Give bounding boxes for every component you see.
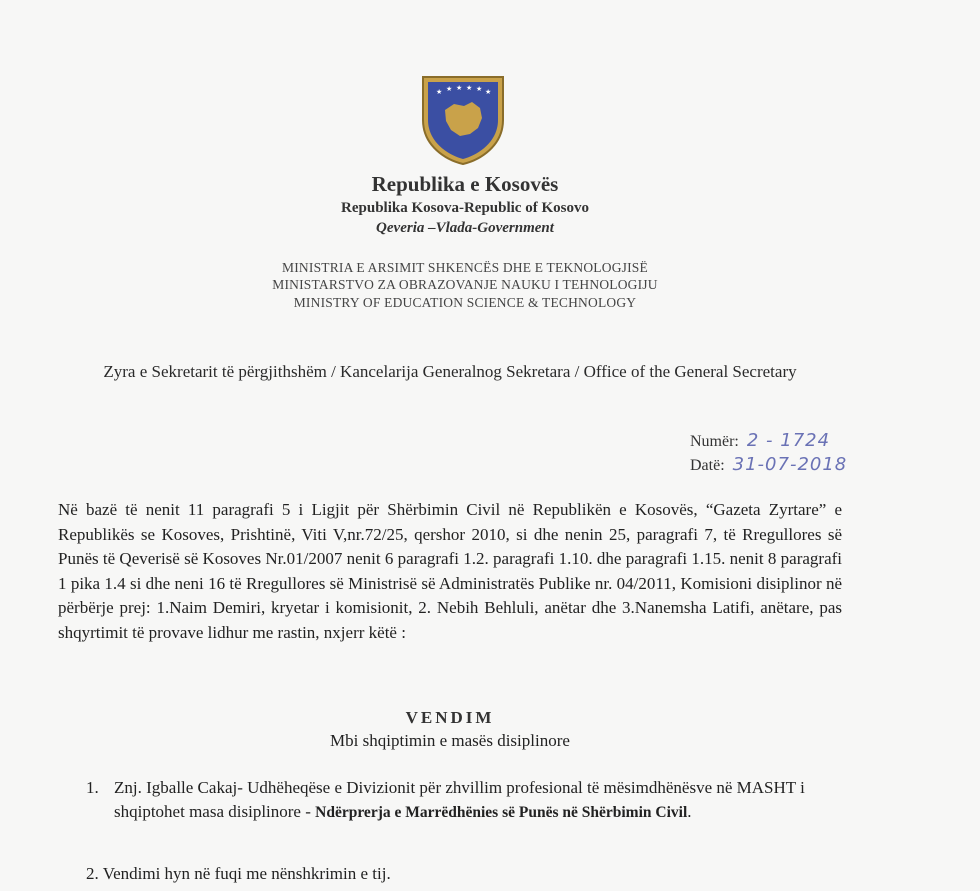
ministry-name-en: MINISTRY OF EDUCATION SCIENCE & TECHNOLOGY (293, 295, 637, 310)
republic-subtitle: Republika Kosova-Republic of Kosovo (341, 200, 589, 216)
decision-item-1 (86, 776, 846, 825)
item-number: 1. (86, 778, 99, 797)
number-value: 2 - 1724 (746, 430, 831, 451)
decision-title: VENDIM (405, 708, 495, 727)
republic-title: Republika e Kosovës (371, 172, 559, 196)
date-label: Datë: (690, 457, 725, 474)
decision-item-2: 2. Vendimi hyn në fuqi me nënshkrimin e tij. (86, 864, 391, 883)
reference-date (690, 454, 847, 475)
preamble-paragraph: Në bazë të nenit 11 paragrafi 5 i Ligjit për Shërbimin Civil në Republikën e Kosovës, “Gazeta Zyrtare” e Republikës se Kosoves, Prishtinë, Viti V,nr.72/25, qershor 2010, si dhe nenin 25, paragrafi 7, të Rregullores së Punës të Qeverisë së Kosoves Nr.01/2007 nenit 6 paragrafi 1.2. paragrafi 1.10. dhe paragrafi 1.15. nenit 8 paragrafi 1 pika 1.4 si dhe neni 16 të Rregullores së Ministrisë së Administratës Publike nr. 04/2011, Komisioni disiplinor në përbërje prej: 1.Naim Demiri, kryetar i komisionit, 2. Nebih Behluli, anëtar dhe 3.Nanemsha Latifi, anëtare, pas shqyrtimit të provave lidhur me rastin, nxjerr këtë : (58, 500, 842, 642)
svg-text:★: ★ (446, 85, 453, 93)
kosovo-coat-of-arms-icon (420, 74, 506, 166)
date-value: 31-07-2018 (732, 454, 848, 475)
decision-subtitle: Mbi shqiptimin e masës disiplinore (330, 731, 570, 750)
reference-number (690, 430, 830, 451)
ministry-name-sr: MINISTARSTVO ZA OBRAZOVANJE NAUKU I TEHNOLOGIJU (272, 277, 658, 292)
item-text (114, 776, 846, 825)
svg-text:★: ★ (485, 88, 492, 96)
item-1-end: . (687, 802, 692, 821)
government-line: Qeveria –Vlada-Government (376, 220, 554, 236)
svg-text:★: ★ (476, 85, 483, 93)
number-label: Numër: (690, 433, 739, 450)
svg-text:★: ★ (466, 84, 473, 92)
ministry-name-sq: MINISTRIA E ARSIMIT SHKENCËS DHE E TEKNOLOGJISË (282, 260, 648, 275)
item-1-measure: Ndërprerja e Marrëdhënies së Punës në Shërbimin Civil (315, 804, 688, 821)
svg-text:★: ★ (456, 84, 463, 92)
office-line: Zyra e Sekretarit të përgjithshëm / Kancelarija Generalnog Sekretara / Office of the General Secretary (103, 362, 797, 381)
item-1-text: Znj. Igballe Cakaj- Udhëheqëse e Divizionit për zhvillim profesional të mësimdhënësve në MASHT i shqiptohet masa disiplinore - (114, 778, 805, 821)
svg-text:★: ★ (436, 88, 443, 96)
